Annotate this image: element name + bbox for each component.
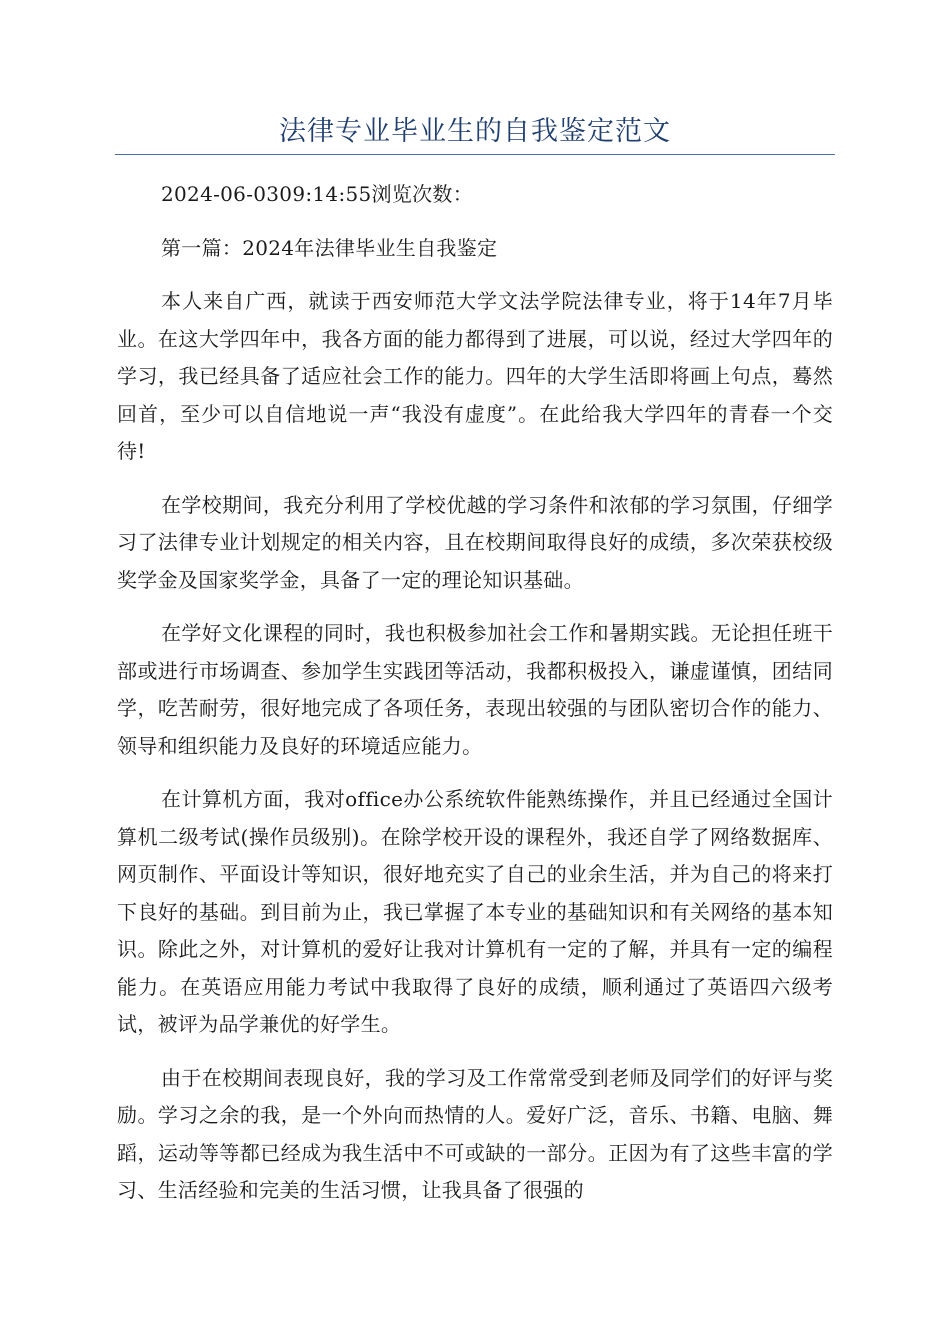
document-body (117, 176, 833, 1210)
body-paragraph: 在计算机方面，我对office办公系统软件能熟练操作，并且已经通过全国计算机二级考试(操作员级别)。在除学校开设的课程外，我还自学了网络数据库、网页制作、平面设计等知识，很好地充实了自己的业余生活，并为自己的将来打下良好的基础。到目前为止，我已掌握了本专业的基础知识和有关网络的基本知识。除此之外，对计算机的爱好让我对计算机有一定的了解，并具有一定的编程能力。在英语应用能力考试中我取得了良好的成绩，顺利通过了英语四六级考试，被评为品学兼优的好学生。 (117, 787, 833, 1036)
body-paragraph: 由于在校期间表现良好，我的学习及工作常常受到老师及同学们的好评与奖励。学习之余的我，是一个外向而热情的人。爱好广泛，音乐、书籍、电脑、舞蹈，运动等等都已经成为我生活中不可或缺的一部分。正因为有了这些丰富的学习、生活经验和完美的生活习惯，让我具备了很强的 (117, 1065, 833, 1202)
document-title: 法律专业毕业生的自我鉴定范文 (279, 116, 671, 147)
section-heading: 第一篇：2024年法律毕业生自我鉴定 (161, 235, 498, 260)
publish-meta: 2024-06-0309:14:55浏览次数： (161, 182, 474, 206)
body-paragraph: 本人来自广西，就读于西安师范大学文法学院法律专业，将于14年7月毕业。在这大学四年中，我各方面的能力都得到了进展，可以说，经过大学四年的学习，我已经具备了适应社会工作的能力。四年的大学生活即将画上句点，蓦然回首，至少可以自信地说一声“我没有虚度”。在此给我大学四年的青春一个交待! (117, 289, 833, 463)
title-divider (115, 154, 835, 155)
body-paragraph: 在学校期间，我充分利用了学校优越的学习条件和浓郁的学习氛围，仔细学习了法律专业计划规定的相关内容，且在校期间取得良好的成绩，多次荣获校级奖学金及国家奖学金，具备了一定的理论知识基础。 (117, 492, 833, 592)
body-paragraph: 在学好文化课程的同时，我也积极参加社会工作和暑期实践。无论担任班干部或进行市场调查、参加学生实践团等活动，我都积极投入，谦虚谨慎，团结同学，吃苦耐劳，很好地完成了各项任务，表现出较强的与团队密切合作的能力、领导和组织能力及良好的环境适应能力。 (117, 621, 833, 758)
